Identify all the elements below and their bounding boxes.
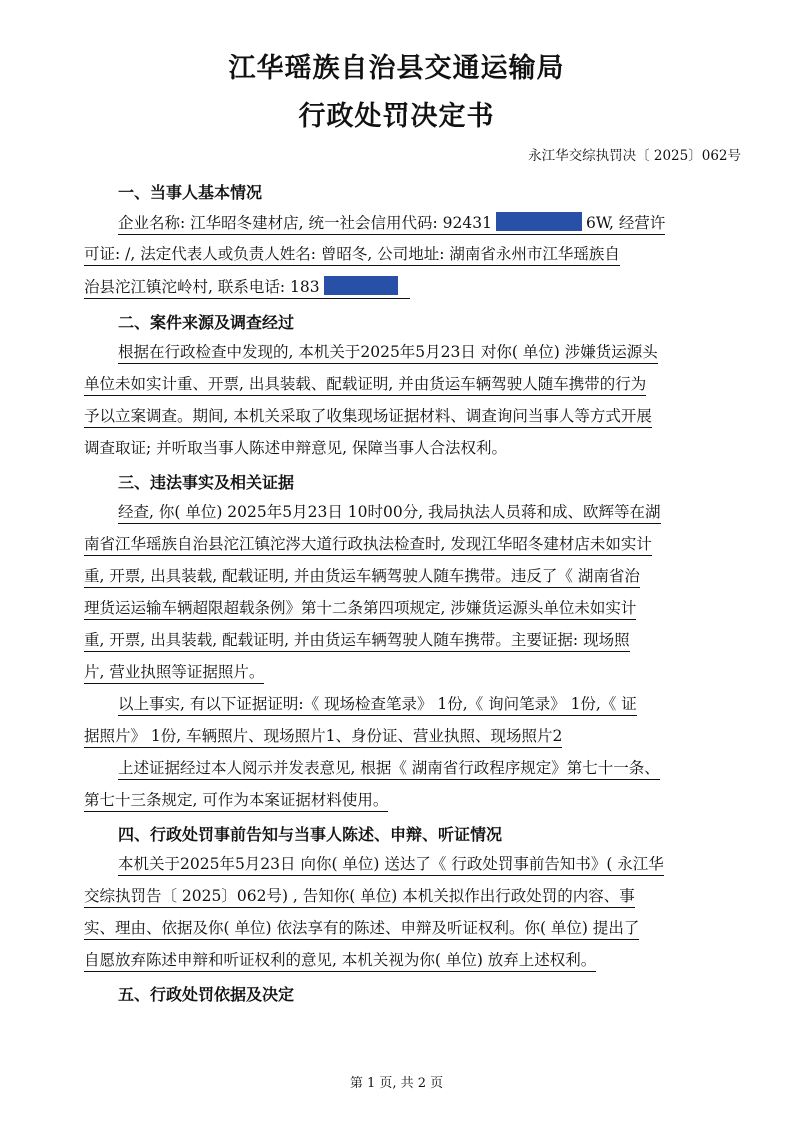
- facts-line-2: 南省江华瑶族自治县沱江镇沱涔大道行政执法检查时, 发现江华昭冬建材店未如实计: [84, 534, 652, 556]
- party-line-1: [118, 212, 665, 235]
- evidence-line-1: 以上事实, 有以下证据证明:《 现场检查笔录》 1份,《 询问笔录》 1份,《 证: [118, 694, 637, 716]
- redaction-box: [496, 212, 582, 231]
- section-heading-3: 三、违法事实及相关证据: [118, 473, 295, 492]
- section-heading-4: 四、行政处罚事前告知与当事人陈述、申辩、听证情况: [118, 825, 503, 844]
- party-line-3-start: 治县沱江镇沱岭村, 联系电话: 183: [84, 278, 320, 296]
- page-footer: 第 1 页, 共 2 页: [349, 1076, 444, 1091]
- evidence-line-2: 据照片》 1份, 车辆照片、现场照片1、身份证、营业执照、现场照片2: [84, 726, 562, 748]
- facts-line-4: 理货运运输车辆超限超载条例》第十二条第四项规定, 涉嫌货运源头单位未如实计: [84, 598, 636, 620]
- source-line-4: 调查取证; 并听取当事人陈述申辩意见, 保障当事人合法权利。: [84, 439, 508, 457]
- section-heading-5: 五、行政处罚依据及决定: [118, 985, 295, 1004]
- document-number: 永江华交综执罚决〔 2025〕062号: [528, 148, 741, 164]
- notice-line-2: 交综执罚告〔 2025〕062号) , 告知你( 单位) 本机关拟作出行政处罚的内容、事: [84, 886, 635, 908]
- facts-line-3: 重, 开票, 出具装载, 配载证明, 并由货运车辆驾驶人随车携带。违反了《 湖南省治: [84, 566, 640, 588]
- party-line-3: [84, 276, 410, 299]
- redaction-box: [324, 276, 398, 295]
- party-line-2: 可证: /, 法定代表人或负责人姓名: 曾昭冬, 公司地址: 湖南省永州市江华瑶族自: [84, 244, 620, 266]
- notice-line-3: 实、理由、依据及你( 单位) 依法享有的陈述、申辩及听证权利。你( 单位) 提出了: [84, 918, 639, 940]
- document-title: 江华瑶族自治县交通运输局: [228, 53, 565, 84]
- section-heading-1: 一、当事人基本情况: [118, 183, 263, 202]
- source-line-3: 予以立案调查。期间, 本机关采取了收集现场证据材料、调查询问当事人等方式开展: [84, 406, 652, 428]
- evidence-line-4: 第七十三条规定, 可作为本案证据材料使用。: [84, 790, 388, 812]
- notice-line-1: 本机关于2025年5月23日 向你( 单位) 送达了《 行政处罚事前告知书》( 永江华: [118, 854, 664, 876]
- source-line-2: 单位未如实计重、开票, 出具装载、配载证明, 并由货运车辆驾驶人随车携带的行为: [84, 374, 646, 396]
- source-line-1: 根据在行政检查中发现的, 本机关于2025年5月23日 对你( 单位) 涉嫌货运源头: [118, 342, 658, 364]
- facts-line-5: 重, 开票, 出具装载, 配载证明, 并由货运车辆驾驶人随车携带。主要证据: 现场照: [84, 630, 630, 652]
- notice-line-4: 自愿放弃陈述申辩和听证权利的意见, 本机关视为你( 单位) 放弃上述权利。: [84, 950, 596, 972]
- party-line-1-end: 6W, 经营许: [585, 214, 666, 232]
- evidence-line-3: 上述证据经过本人阅示并发表意见, 根据《 湖南省行政程序规定》第七十一条、: [118, 758, 660, 780]
- section-heading-2: 二、案件来源及调查经过: [118, 313, 295, 332]
- facts-line-6: 片, 营业执照等证据照片。: [84, 662, 264, 684]
- document-subtitle: 行政处罚决定书: [298, 101, 495, 132]
- facts-line-1: 经查, 你( 单位) 2025年5月23日 10时00分, 我局执法人员蒋和成、欧辉等在湖: [118, 502, 661, 524]
- party-line-1-start: 企业名称: 江华昭冬建材店, 统一社会信用代码: 92431: [118, 214, 492, 232]
